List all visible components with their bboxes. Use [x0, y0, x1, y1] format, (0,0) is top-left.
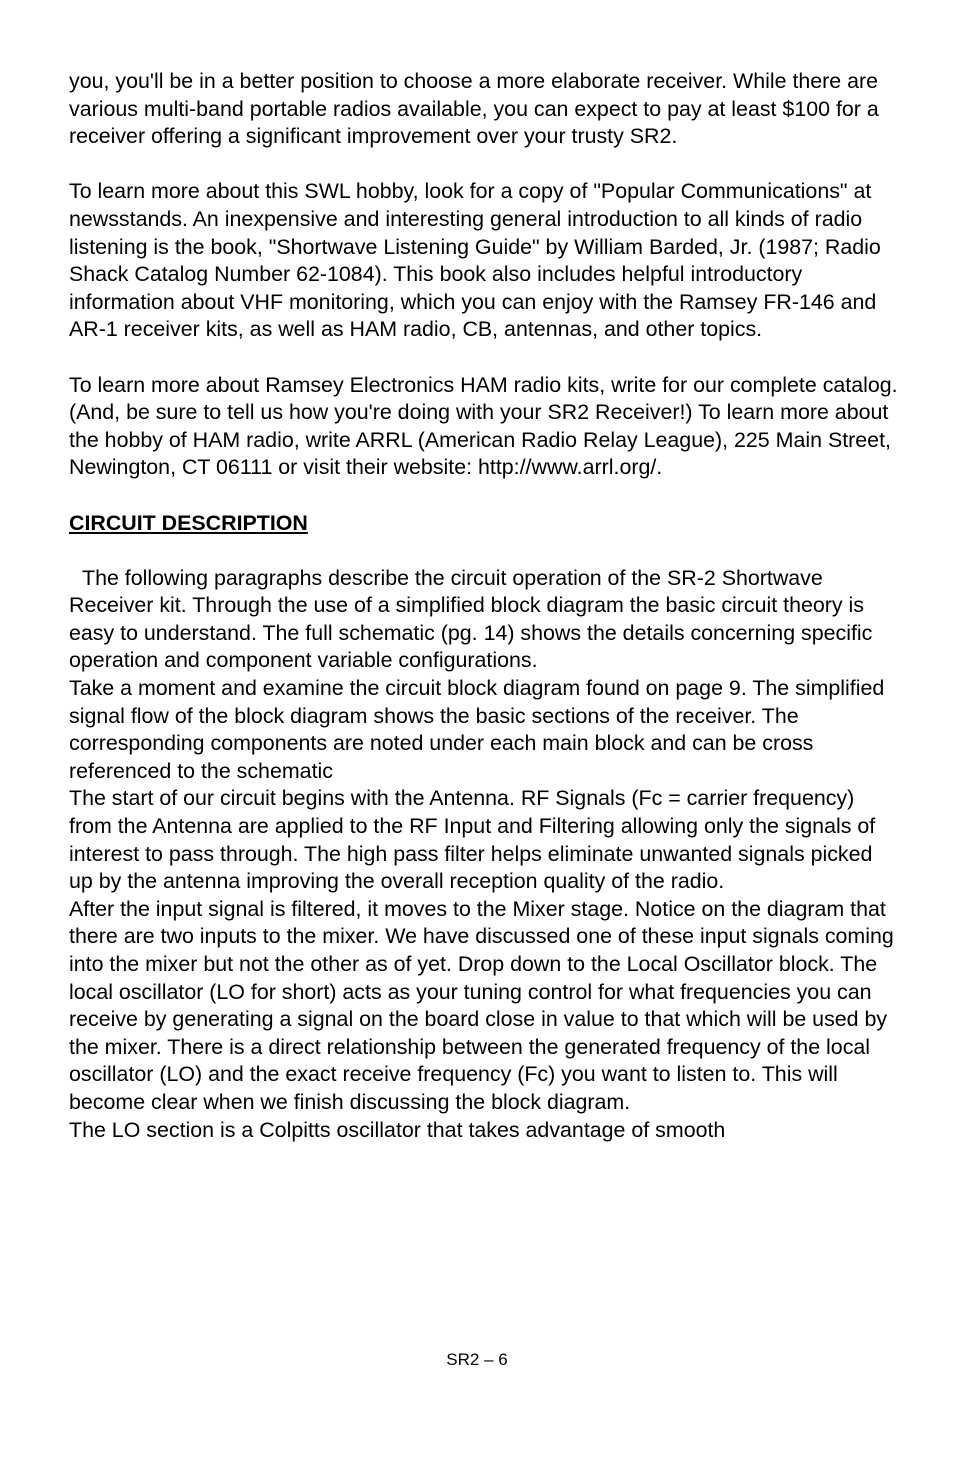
paragraph-lo-section: The LO section is a Colpitts oscillator that takes advantage of smooth	[69, 1117, 726, 1142]
paragraph-ham-radio: To learn more about Ramsey Electronics HAM radio kits, write for our complete catalog. (And, be sure to tell us how you're doing with your SR2 Receiver!) To learn more about the hobby of HAM radio, write ARRL (American Radio Relay League), 225 Main Street, Newington, CT 06111 or visit their website: http://www.arrl.org/.	[69, 372, 898, 480]
paragraph-circuit-intro	[69, 565, 899, 675]
paragraph-circuit-intro-text: The following paragraphs describe the circuit operation of the SR-2 Shortwave Receiver kit. Through the use of a simplified block diagram the basic circuit theory is easy to understand. The full schematic (pg. 14) shows the details concerning specific operation and component variable configurations.	[69, 565, 873, 673]
page-body	[69, 68, 899, 1144]
page-footer: SR2 – 6	[446, 1350, 508, 1369]
paragraph-gap	[69, 482, 899, 510]
paragraph-antenna: The start of our circuit begins with the Antenna. RF Signals (Fc = carrier frequency) from the Antenna are applied to the RF Input and Filtering allowing only the signals of interest to pass through. The high pass filter helps eliminate unwanted signals picked up by the antenna improving the overall reception quality of the radio.	[69, 786, 876, 894]
paragraph-gap	[69, 537, 899, 565]
paragraph-mixer: After the input signal is filtered, it moves to the Mixer stage. Notice on the diagram that there are two inputs to the mixer. We have discussed one of these input signals coming into the mixer but not the other as of yet. Drop down to the Local Oscillator block. The local oscillator (LO for short) acts as your tuning control for what frequencies you can receive by generating a signal on the board close in value to that which will be used by the mixer. There is a direct relationship between the generated frequency of the local oscillator (LO) and the exact receive frequency (Fc) you want to listen to. This will become clear when we finish discussing the block diagram.	[69, 896, 894, 1114]
paragraph-swl-hobby: To learn more about this SWL hobby, look for a copy of "Popular Communications" at newsstands. An inexpensive and interesting general introduction to all kinds of radio listening is the book, "Shortwave Listening Guide" by William Barded, Jr. (1987; Radio Shack Catalog Number 62-1084). This book also includes helpful introductory information about VHF monitoring, which you can enjoy with the Ramsey FR-146 and AR-1 receiver kits, as well as HAM radio, CB, antennas, and other topics.	[69, 179, 881, 342]
paragraph-block-diagram: Take a moment and examine the circuit block diagram found on page 9. The simplified signal flow of the block diagram shows the basic sections of the receiver. The corresponding components are noted under each main block and can be cross referenced to the schematic	[69, 676, 885, 783]
paragraph-gap	[69, 344, 899, 372]
paragraph-gap	[69, 151, 899, 179]
section-heading: CIRCUIT DESCRIPTION	[69, 510, 308, 535]
paragraph-receiver-upgrade: you, you'll be in a better position to choose a more elaborate receiver. While there are various multi-band portable radios available, you can expect to pay at least $100 for a receiver offering a significant improvement over your trusty SR2.	[69, 69, 879, 149]
